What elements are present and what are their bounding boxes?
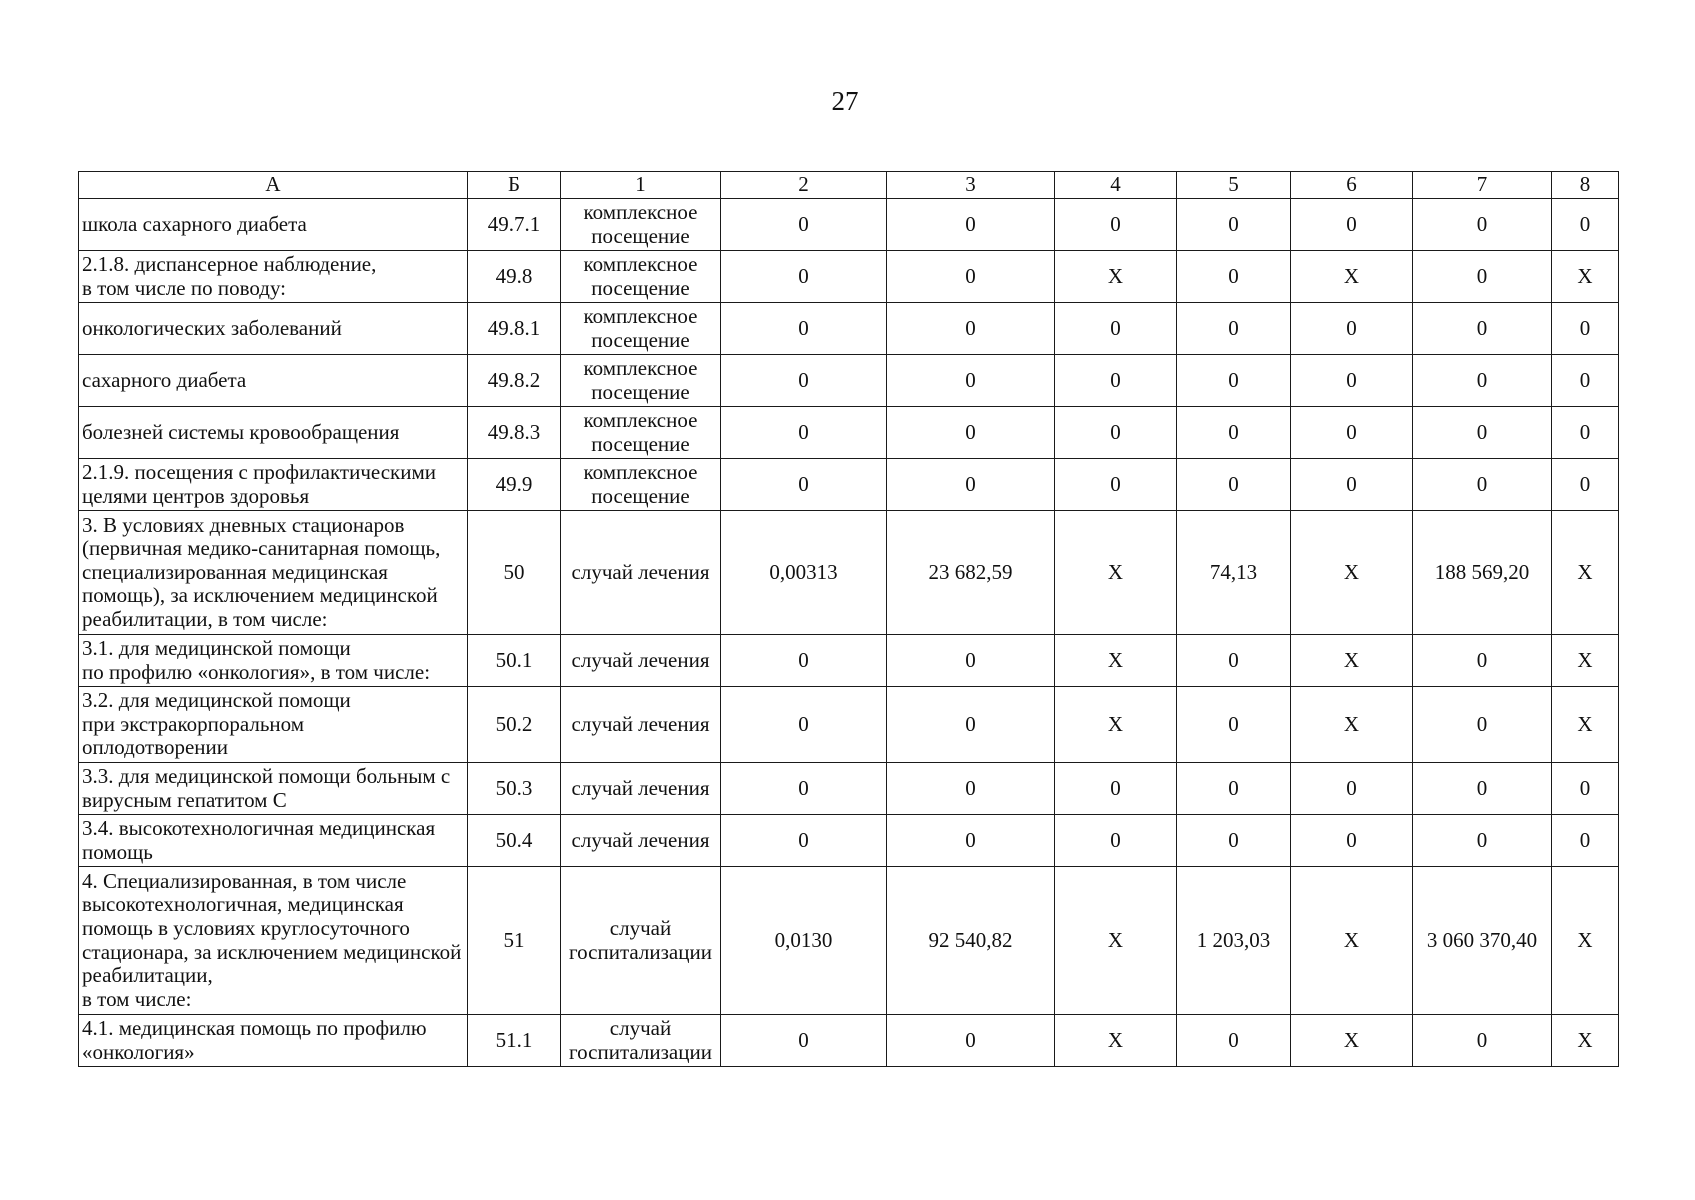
row-col8-cell: 0	[1552, 355, 1619, 407]
row-col3-cell: 0	[887, 687, 1055, 763]
column-header-3: 3	[887, 172, 1055, 199]
row-unit-cell: комплексное посещение	[561, 251, 721, 303]
row-code-cell: 50.3	[468, 763, 561, 815]
row-col8-cell: X	[1552, 1015, 1619, 1067]
row-code-cell: 49.8	[468, 251, 561, 303]
table-row	[79, 459, 1619, 511]
row-name-cell: школа сахарного диабета	[79, 199, 468, 251]
row-col2-cell: 0	[721, 355, 887, 407]
row-col2-cell: 0,00313	[721, 511, 887, 635]
row-name-cell: онкологических заболеваний	[79, 303, 468, 355]
row-col8-cell: 0	[1552, 407, 1619, 459]
row-col5-cell: 0	[1177, 687, 1291, 763]
row-unit-cell: случай лечения	[561, 763, 721, 815]
row-col4-cell: X	[1055, 635, 1177, 687]
row-col5-cell: 1 203,03	[1177, 867, 1291, 1015]
row-name-cell: болезней системы кровообращения	[79, 407, 468, 459]
row-col6-cell: X	[1291, 635, 1413, 687]
row-code-cell: 49.9	[468, 459, 561, 511]
row-col7-cell: 0	[1413, 355, 1552, 407]
row-col4-cell: X	[1055, 867, 1177, 1015]
row-col6-cell: 0	[1291, 199, 1413, 251]
row-col2-cell: 0	[721, 459, 887, 511]
row-col4-cell: 0	[1055, 815, 1177, 867]
row-col7-cell: 0	[1413, 407, 1552, 459]
row-col3-cell: 0	[887, 251, 1055, 303]
row-col5-cell: 0	[1177, 355, 1291, 407]
row-name-cell: 3.2. для медицинской помощи при экстракорпоральном оплодотворении	[79, 687, 468, 763]
row-col4-cell: X	[1055, 687, 1177, 763]
row-col5-cell: 0	[1177, 763, 1291, 815]
row-unit-cell: комплексное посещение	[561, 355, 721, 407]
row-col3-cell: 0	[887, 199, 1055, 251]
row-name-cell: 3.1. для медицинской помощи по профилю «онкология», в том числе:	[79, 635, 468, 687]
row-col4-cell: 0	[1055, 407, 1177, 459]
row-unit-cell: случай лечения	[561, 687, 721, 763]
row-col7-cell: 0	[1413, 459, 1552, 511]
row-unit-cell: комплексное посещение	[561, 303, 721, 355]
row-col5-cell: 0	[1177, 1015, 1291, 1067]
column-header-5: 5	[1177, 172, 1291, 199]
row-unit-cell: случай лечения	[561, 511, 721, 635]
row-col6-cell: X	[1291, 251, 1413, 303]
row-col6-cell: X	[1291, 867, 1413, 1015]
column-header-7: 7	[1413, 172, 1552, 199]
row-code-cell: 51.1	[468, 1015, 561, 1067]
table-row	[79, 763, 1619, 815]
row-col8-cell: 0	[1552, 815, 1619, 867]
row-col6-cell: 0	[1291, 355, 1413, 407]
row-name-cell: 4. Специализированная, в том числе высокотехнологичная, медицинская помощь в условиях круглосуточного стационара, за исключением медицинской реабилитации, в том числе:	[79, 867, 468, 1015]
row-col7-cell: 0	[1413, 303, 1552, 355]
table-row	[79, 511, 1619, 635]
table-row	[79, 815, 1619, 867]
row-col7-cell: 0	[1413, 1015, 1552, 1067]
row-code-cell: 49.8.3	[468, 407, 561, 459]
row-unit-cell: случай госпитализации	[561, 1015, 721, 1067]
row-col8-cell: X	[1552, 511, 1619, 635]
row-col3-cell: 0	[887, 763, 1055, 815]
row-col6-cell: X	[1291, 1015, 1413, 1067]
row-col6-cell: 0	[1291, 303, 1413, 355]
row-name-cell: 2.1.9. посещения с профилактическими целями центров здоровья	[79, 459, 468, 511]
table-row	[79, 635, 1619, 687]
table-row	[79, 199, 1619, 251]
row-col8-cell: 0	[1552, 459, 1619, 511]
column-header-6: 6	[1291, 172, 1413, 199]
row-col5-cell: 74,13	[1177, 511, 1291, 635]
row-name-cell: 3.4. высокотехнологичная медицинская помощь	[79, 815, 468, 867]
row-col7-cell: 0	[1413, 763, 1552, 815]
table-row	[79, 303, 1619, 355]
row-col6-cell: X	[1291, 687, 1413, 763]
table-row	[79, 1015, 1619, 1067]
row-col4-cell: 0	[1055, 303, 1177, 355]
table-body	[79, 199, 1619, 1067]
row-col2-cell: 0	[721, 687, 887, 763]
row-col4-cell: 0	[1055, 763, 1177, 815]
row-col2-cell: 0	[721, 251, 887, 303]
row-col6-cell: 0	[1291, 763, 1413, 815]
row-col4-cell: 0	[1055, 355, 1177, 407]
row-col3-cell: 0	[887, 355, 1055, 407]
row-col7-cell: 0	[1413, 635, 1552, 687]
row-col3-cell: 92 540,82	[887, 867, 1055, 1015]
row-unit-cell: случай лечения	[561, 815, 721, 867]
row-name-cell: 3.3. для медицинской помощи больным с вирусным гепатитом С	[79, 763, 468, 815]
row-col3-cell: 0	[887, 635, 1055, 687]
row-col7-cell: 0	[1413, 687, 1552, 763]
row-col7-cell: 0	[1413, 815, 1552, 867]
table-row	[79, 687, 1619, 763]
row-col5-cell: 0	[1177, 407, 1291, 459]
row-unit-cell: комплексное посещение	[561, 459, 721, 511]
row-col3-cell: 0	[887, 815, 1055, 867]
row-col4-cell: 0	[1055, 199, 1177, 251]
row-col2-cell: 0,0130	[721, 867, 887, 1015]
row-code-cell: 49.8.1	[468, 303, 561, 355]
row-col7-cell: 188 569,20	[1413, 511, 1552, 635]
row-col2-cell: 0	[721, 815, 887, 867]
row-col5-cell: 0	[1177, 303, 1291, 355]
row-code-cell: 50.1	[468, 635, 561, 687]
row-col2-cell: 0	[721, 407, 887, 459]
column-header-2: 2	[721, 172, 887, 199]
row-unit-cell: комплексное посещение	[561, 199, 721, 251]
row-code-cell: 51	[468, 867, 561, 1015]
row-col7-cell: 3 060 370,40	[1413, 867, 1552, 1015]
column-header-8: 8	[1552, 172, 1619, 199]
row-unit-cell: комплексное посещение	[561, 407, 721, 459]
row-col8-cell: X	[1552, 867, 1619, 1015]
row-col5-cell: 0	[1177, 199, 1291, 251]
table-row	[79, 407, 1619, 459]
row-name-cell: сахарного диабета	[79, 355, 468, 407]
column-header-b: Б	[468, 172, 561, 199]
row-unit-cell: случай лечения	[561, 635, 721, 687]
row-col2-cell: 0	[721, 1015, 887, 1067]
row-name-cell: 3. В условиях дневных стационаров (первичная медико-санитарная помощь, специализированная медицинская помощь), за исключением медицинской реабилитации, в том числе:	[79, 511, 468, 635]
row-col8-cell: X	[1552, 251, 1619, 303]
row-col5-cell: 0	[1177, 251, 1291, 303]
data-table	[78, 171, 1619, 1067]
row-col3-cell: 23 682,59	[887, 511, 1055, 635]
row-col6-cell: 0	[1291, 815, 1413, 867]
row-col6-cell: 0	[1291, 459, 1413, 511]
row-code-cell: 50.2	[468, 687, 561, 763]
row-code-cell: 50.4	[468, 815, 561, 867]
row-col2-cell: 0	[721, 303, 887, 355]
column-header-a: А	[79, 172, 468, 199]
table-header-row	[79, 172, 1619, 199]
row-col2-cell: 0	[721, 635, 887, 687]
row-col5-cell: 0	[1177, 459, 1291, 511]
row-col3-cell: 0	[887, 1015, 1055, 1067]
row-col3-cell: 0	[887, 303, 1055, 355]
row-unit-cell: случай госпитализации	[561, 867, 721, 1015]
row-col2-cell: 0	[721, 763, 887, 815]
row-col3-cell: 0	[887, 459, 1055, 511]
row-code-cell: 49.7.1	[468, 199, 561, 251]
row-col8-cell: X	[1552, 635, 1619, 687]
row-col4-cell: X	[1055, 511, 1177, 635]
row-col4-cell: X	[1055, 1015, 1177, 1067]
row-col4-cell: X	[1055, 251, 1177, 303]
row-col8-cell: 0	[1552, 199, 1619, 251]
row-col7-cell: 0	[1413, 199, 1552, 251]
row-col5-cell: 0	[1177, 635, 1291, 687]
row-name-cell: 2.1.8. диспансерное наблюдение, в том числе по поводу:	[79, 251, 468, 303]
row-col3-cell: 0	[887, 407, 1055, 459]
table-row	[79, 355, 1619, 407]
column-header-1: 1	[561, 172, 721, 199]
page-number: 27	[831, 86, 859, 116]
row-col6-cell: X	[1291, 511, 1413, 635]
row-col8-cell: 0	[1552, 763, 1619, 815]
row-col4-cell: 0	[1055, 459, 1177, 511]
row-col5-cell: 0	[1177, 815, 1291, 867]
table-row	[79, 251, 1619, 303]
row-col6-cell: 0	[1291, 407, 1413, 459]
row-col8-cell: 0	[1552, 303, 1619, 355]
row-col8-cell: X	[1552, 687, 1619, 763]
row-name-cell: 4.1. медицинская помощь по профилю «онкология»	[79, 1015, 468, 1067]
row-code-cell: 49.8.2	[468, 355, 561, 407]
column-header-4: 4	[1055, 172, 1177, 199]
row-code-cell: 50	[468, 511, 561, 635]
row-col2-cell: 0	[721, 199, 887, 251]
table-row	[79, 867, 1619, 1015]
row-col7-cell: 0	[1413, 251, 1552, 303]
